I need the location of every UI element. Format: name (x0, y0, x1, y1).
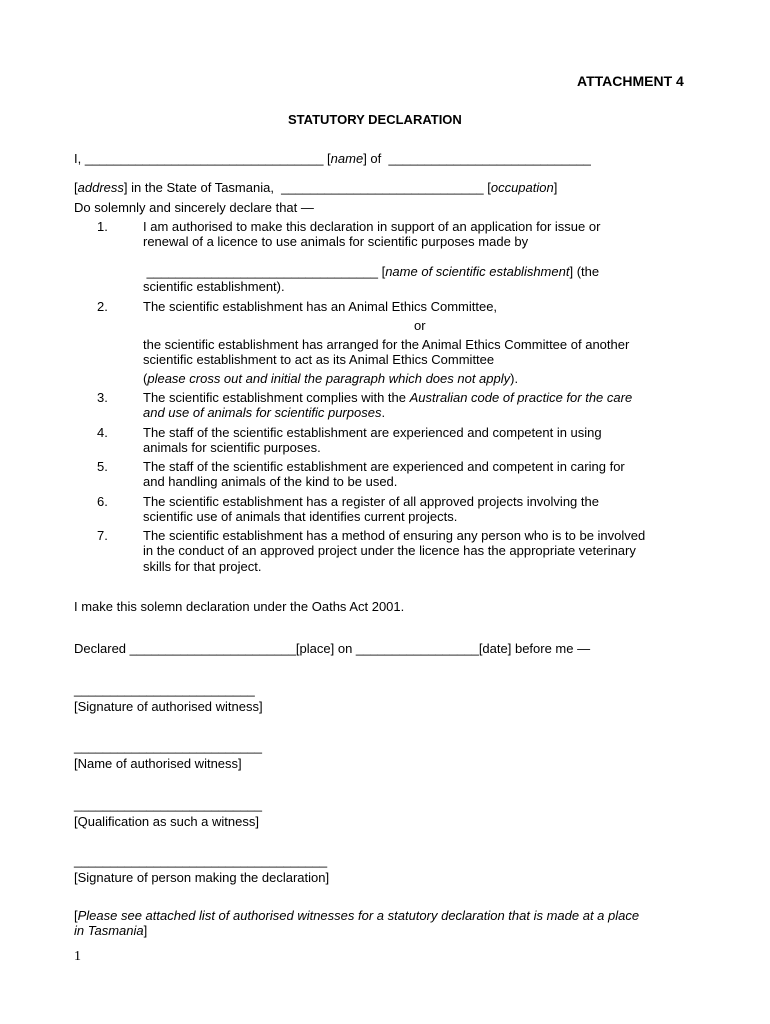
note-text: Please see attached list of authorised witnesses for a statutory declaration that is made at a place (77, 908, 640, 923)
occupation-placeholder: occupation (490, 180, 554, 195)
witness-qualification-line: __________________________ (74, 797, 262, 812)
item-1-part: ] (the (569, 264, 600, 279)
note-bracket: [ (74, 908, 78, 923)
item-6-line: scientific use of animals that identifies current projects. (143, 509, 458, 524)
code-of-practice-title: Australian code of practice for the care (409, 390, 633, 405)
address-placeholder: address (77, 180, 124, 195)
witness-name-line: __________________________ (74, 739, 262, 754)
declarant-signature-label: [Signature of person making the declaration] (74, 870, 330, 885)
item-number: 7. (97, 528, 108, 543)
item-1-establishment-line (143, 264, 703, 280)
witness-signature-label: [Signature of authorised witness] (74, 699, 263, 714)
item-5-line: and handling animals of the kind to be used. (143, 474, 398, 489)
item-1-part: ________________________________ [ (143, 264, 386, 279)
establishment-placeholder: name of scientific establishment (385, 264, 570, 279)
item-2-line: The scientific establishment has an Animal Ethics Committee, (143, 299, 498, 314)
witness-list-note (74, 923, 147, 939)
item-1-line: I am authorised to make this declaration in support of an application for issue or (143, 219, 601, 234)
note-text: in Tasmania (74, 923, 144, 938)
item-7-line: The scientific establishment has a method of ensuring any person who is to be involved (143, 528, 646, 543)
item-6-line: The scientific establishment has a register of all approved projects involving the (143, 494, 599, 509)
witness-signature-line: _________________________ (74, 682, 255, 697)
item-3-part: The scientific establishment complies with the (143, 390, 410, 405)
item-number: 5. (97, 459, 108, 474)
code-of-practice-title: and use of animals for scientific purposes (143, 405, 382, 420)
item-2-part: ). (510, 371, 519, 386)
item-3-part: . (381, 405, 386, 420)
item-2-note (143, 371, 703, 387)
declarant-line (74, 151, 591, 167)
item-number: 3. (97, 390, 108, 405)
page-number: 1 (74, 949, 81, 964)
declared-line: Declared _______________________[place] on _________________[date] before me — (74, 641, 591, 656)
item-4-line: The staff of the scientific establishment are experienced and competent in using (143, 425, 602, 440)
attachment-label: ATTACHMENT 4 (577, 73, 684, 89)
witness-name-label: [Name of authorised witness] (74, 756, 242, 771)
document-title: STATUTORY DECLARATION (288, 112, 462, 127)
cross-out-note: please cross out and initial the paragraph which does not apply (147, 371, 511, 386)
address-line (74, 180, 557, 196)
item-1-line: scientific establishment). (143, 279, 285, 294)
or-separator: or (414, 318, 426, 333)
item-number: 4. (97, 425, 108, 440)
item-2-part: ( (143, 371, 148, 386)
item-7-line: in the conduct of an approved project under the licence has the appropriate veterinary (143, 543, 636, 558)
witness-list-note (74, 908, 639, 924)
item-number: 1. (97, 219, 108, 234)
item-2-line: the scientific establishment has arranged for the Animal Ethics Committee of another (143, 337, 630, 352)
solemn-statement: I make this solemn declaration under the Oaths Act 2001. (74, 599, 405, 614)
item-5-line: The staff of the scientific establishment are experienced and competent in caring for (143, 459, 625, 474)
item-3-line (143, 405, 703, 421)
item-4-line: animals for scientific purposes. (143, 440, 321, 455)
address-line-part: [ (74, 180, 78, 195)
declarant-signature-line: ___________________________________ (74, 853, 328, 868)
item-2-line: scientific establishment to act as its Animal Ethics Committee (143, 352, 495, 367)
address-line-part: ] in the State of Tasmania, ____________________________ [ (123, 180, 491, 195)
item-7-line: skills for that project. (143, 559, 262, 574)
address-line-part: ] (553, 180, 558, 195)
declarant-line-part: I, _________________________________ [ (74, 151, 331, 166)
item-3-line (143, 390, 703, 406)
declarant-line-part: ] of ____________________________ (363, 151, 591, 166)
item-1-line: renewal of a licence to use animals for scientific purposes made by (143, 234, 529, 249)
witness-qualification-label: [Qualification as such a witness] (74, 814, 259, 829)
item-number: 2. (97, 299, 108, 314)
name-placeholder: name (330, 151, 364, 166)
declare-intro: Do solemnly and sincerely declare that — (74, 200, 314, 215)
item-number: 6. (97, 494, 108, 509)
note-bracket: ] (143, 923, 148, 938)
